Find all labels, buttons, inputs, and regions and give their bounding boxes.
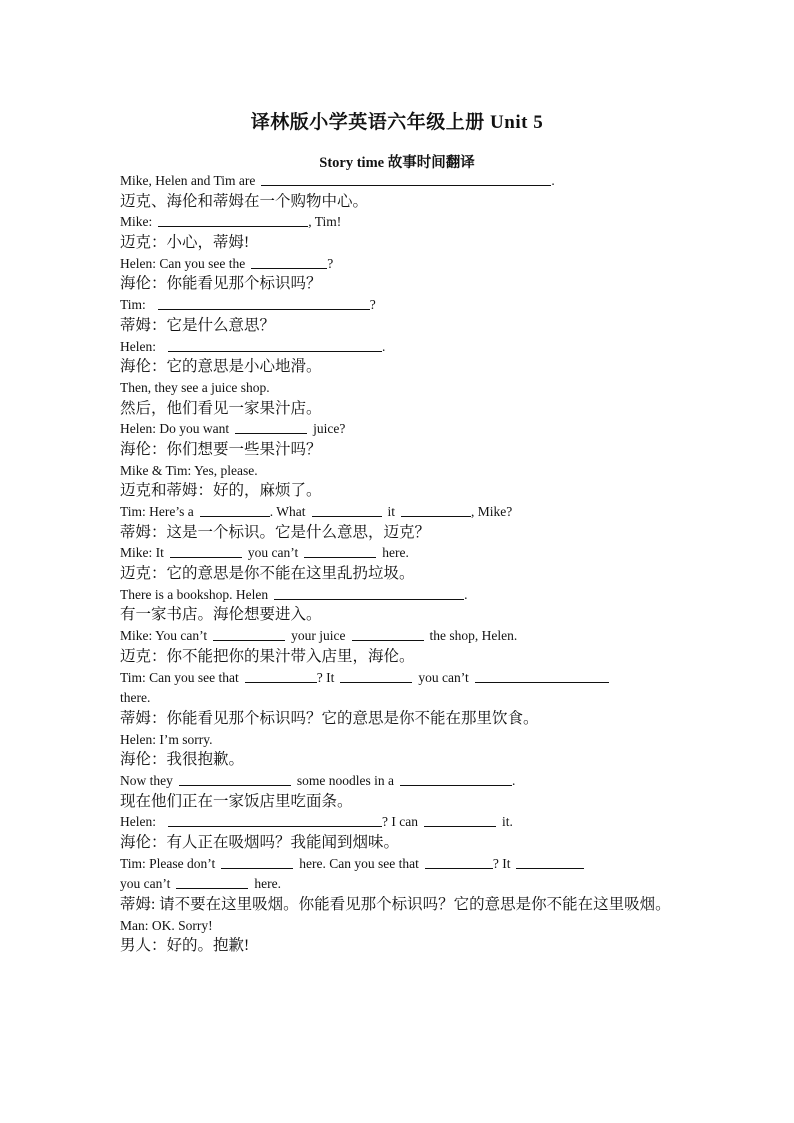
- fill-blank[interactable]: [158, 295, 370, 310]
- story-line-en: Tim: Please don’t here. Can you see that ? It: [120, 854, 680, 875]
- fill-blank[interactable]: [312, 502, 382, 517]
- story-line-en: Helen: ? I can it.: [120, 814, 513, 830]
- story-line-zh: 男人：好的。抱歉!: [120, 937, 250, 955]
- fill-blank[interactable]: [176, 874, 248, 889]
- story-line-zh: 迈克：你不能把你的果汁带入店里，海伦。: [120, 647, 415, 665]
- story-translation-body: [120, 171, 680, 957]
- story-line-zh: 海伦：你能看见那个标识吗？: [120, 275, 322, 293]
- story-line-zh: 蒂姆: 请不要在这里吸烟。你能看见那个标识吗？它的意思是你不能在这里吸烟。: [120, 896, 671, 914]
- story-line-en: Now they some noodles in a .: [120, 772, 516, 788]
- fill-blank[interactable]: [352, 626, 424, 641]
- story-line-zh: 蒂姆：它是什么意思？: [120, 316, 276, 334]
- fill-blank[interactable]: [475, 668, 609, 683]
- story-line-en: Mike: You can’t your juice the shop, Helen.: [120, 628, 518, 644]
- story-line-zh: 迈克、海伦和蒂姆在一个购物中心。: [120, 192, 369, 210]
- fill-blank[interactable]: [245, 668, 317, 683]
- story-line-en: Helen: Can you see the ?: [120, 255, 334, 271]
- story-line-en: Helen: .: [120, 338, 386, 354]
- document-subtitle: Story time 故事时间翻译: [319, 155, 475, 171]
- story-line-zh: 迈克和蒂姆：好的，麻烦了。: [120, 482, 322, 500]
- fill-blank[interactable]: [179, 771, 291, 786]
- fill-blank[interactable]: [158, 212, 308, 227]
- story-line-en: Then, they see a juice shop.: [120, 379, 270, 395]
- fill-blank[interactable]: [340, 668, 412, 683]
- story-line-zh: 然后，他们看见一家果汁店。: [120, 399, 322, 417]
- document-title: 译林版小学英语六年级上册 Unit 5: [250, 112, 544, 133]
- fill-blank[interactable]: [304, 543, 376, 558]
- fill-blank[interactable]: [221, 854, 293, 869]
- fill-blank[interactable]: [251, 254, 327, 269]
- story-line-en: Mike & Tim: Yes, please.: [120, 462, 258, 478]
- fill-blank[interactable]: [235, 419, 307, 434]
- story-line-en: you can’t here.: [120, 876, 281, 892]
- story-line-en: Helen: Do you want juice?: [120, 421, 346, 437]
- story-line-zh: 海伦：有人正在吸烟吗？我能闻到烟味。: [120, 834, 400, 851]
- story-line-en: Tim: ?: [120, 297, 376, 313]
- story-line-en: Helen: I’m sorry.: [120, 731, 213, 747]
- story-line-en: there.: [120, 690, 151, 706]
- fill-blank[interactable]: [200, 502, 270, 517]
- story-line-en: Man: OK. Sorry!: [120, 917, 213, 933]
- story-line-en: Mike: It you can’t here.: [120, 545, 409, 561]
- fill-blank[interactable]: [516, 854, 584, 869]
- fill-blank[interactable]: [274, 585, 464, 600]
- story-line-zh: 迈克：它的意思是你不能在这里乱扔垃圾。: [120, 565, 415, 583]
- fill-blank[interactable]: [168, 337, 382, 352]
- story-line-zh: 海伦：它的意思是小心地滑。: [120, 358, 322, 376]
- fill-blank[interactable]: [261, 171, 551, 186]
- story-line-en: There is a bookshop. Helen .: [120, 586, 468, 602]
- story-line-en: Mike, Helen and Tim are .: [120, 173, 555, 188]
- story-line-zh: 海伦：你们想要一些果汁吗？: [120, 440, 322, 458]
- story-line-zh: 现在他们正在一家饭店里吃面条。: [120, 792, 353, 810]
- story-line-zh: 有一家书店。海伦想要进入。: [120, 606, 322, 624]
- story-line-zh: 迈克：小心，蒂姆!: [120, 234, 250, 252]
- story-line-en: Mike: , Tim!: [120, 214, 342, 230]
- story-line-en: Tim: Can you see that ? It you can’t: [120, 668, 680, 689]
- story-line-zh: 海伦：我很抱歉。: [120, 751, 245, 769]
- fill-blank[interactable]: [213, 626, 285, 641]
- story-line-en: Tim: Here’s a . What it , Mike?: [120, 504, 513, 519]
- fill-blank[interactable]: [170, 543, 242, 558]
- fill-blank[interactable]: [425, 854, 493, 869]
- fill-blank[interactable]: [168, 812, 382, 827]
- fill-blank[interactable]: [400, 771, 512, 786]
- fill-blank[interactable]: [401, 502, 471, 517]
- story-line-zh: 蒂姆：你能看见那个标识吗？它的意思是你不能在那里饮食。: [120, 709, 539, 727]
- fill-blank[interactable]: [424, 812, 496, 827]
- story-line-zh: 蒂姆：这是一个标识。它是什么意思，迈克？: [120, 523, 431, 541]
